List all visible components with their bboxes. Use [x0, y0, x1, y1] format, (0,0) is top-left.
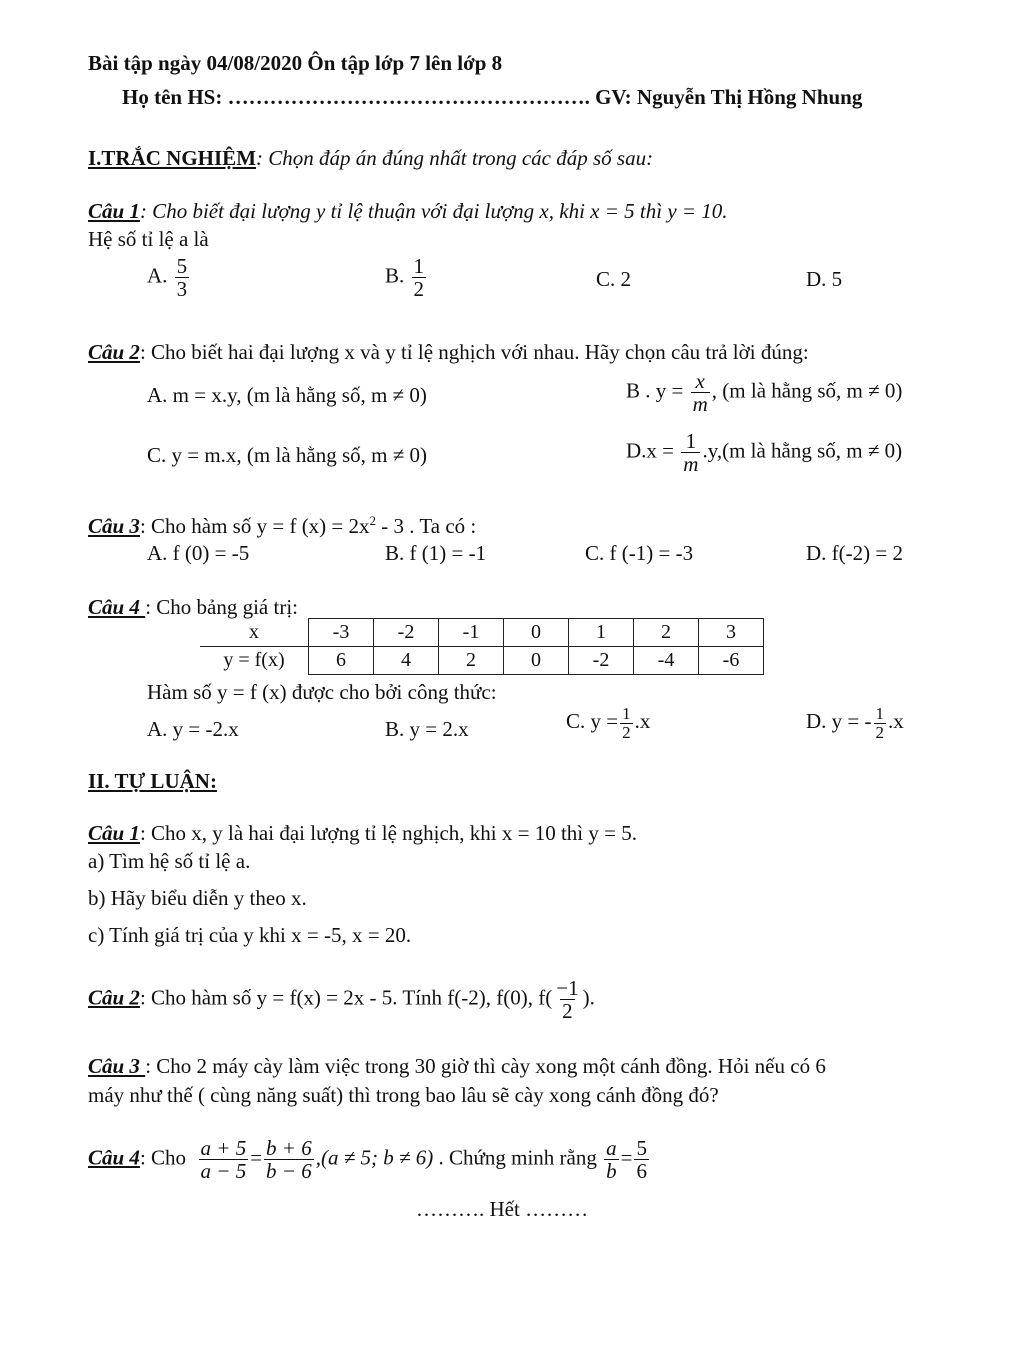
p1-q2-d-den: m: [683, 452, 699, 477]
p1-q2-b-den: m: [692, 392, 708, 417]
p1-q2-text: : Cho biết hai đại lượng x và y tỉ lệ nghịch với nhau. Hãy chọn câu trả lời đúng:: [139, 340, 809, 364]
p1-q2-b-fraction: [691, 370, 710, 415]
p1-q3-text-pre: : Cho hàm số y = f (x) = 2x: [139, 514, 370, 538]
p1-q1-b-den: 2: [413, 277, 425, 302]
p1-q1-b-fraction: [412, 255, 427, 300]
p1-q2-option-c: C. y = m.x, (m là hằng số, m ≠ 0): [147, 443, 428, 467]
p1-q4-option-c: [566, 705, 650, 742]
p2-q4-line: [88, 1137, 651, 1182]
p1-q1-a-den: 3: [176, 277, 188, 302]
p2-q2-label: Câu 2: [88, 985, 140, 1010]
student-name-line: Họ tên HS: ……………………………………………. GV: Nguyễn Thị Hồng Nhung: [122, 85, 863, 109]
p1-q4-label: Câu 4: [88, 595, 146, 619]
p1-q2-option-b: [626, 370, 902, 415]
p1-q4-d-prefix: D. y = -: [806, 709, 872, 734]
p2-q2-fraction: [554, 977, 580, 1022]
table-y-label: y = f(x): [200, 647, 309, 675]
p2-q4-f4-num: 5: [636, 1136, 647, 1160]
table-cell: 2: [634, 619, 699, 647]
p2-q3-label: Câu 3: [88, 1054, 146, 1078]
p1-q1-a-fraction: [175, 255, 190, 300]
p2-q4-prefix: : Cho: [139, 1145, 187, 1170]
p1-q3-option-b: B. f (1) = -1: [385, 541, 487, 565]
part1-instruction: : Chọn đáp án đúng nhất trong các đáp số sau:: [256, 146, 654, 170]
p1-q2-b-prefix: B . y =: [626, 378, 684, 403]
p2-q4-f3-den: b: [606, 1159, 617, 1184]
values-table: [200, 618, 764, 675]
p1-q4-after: Hàm số y = f (x) được cho bởi công thức:: [147, 680, 497, 704]
p2-q2-end: ).: [582, 985, 595, 1010]
table-cell: -1: [439, 619, 504, 647]
table-row-y: [200, 647, 764, 675]
p2-q1-label: Câu 1: [88, 821, 140, 845]
p2-q4-f4-den: 6: [636, 1159, 647, 1184]
p2-q4-condition: ,(a ≠ 5; b ≠ 6): [315, 1145, 434, 1170]
p2-q2-text: : Cho hàm số y = f(x) = 2x - 5. Tính f(-2), f(0), f(: [139, 985, 553, 1010]
p1-q1-a-num: 5: [176, 254, 188, 278]
p1-q3-option-d: D. f(-2) = 2: [806, 541, 903, 565]
p2-q4-fraction-3: [604, 1137, 619, 1182]
p1-q1-text: : Cho biết đại lượng y tỉ lệ thuận với đại lượng x, khi x = 5 thì y = 10.: [139, 199, 728, 223]
p1-q1-b-num: 1: [413, 254, 425, 278]
p1-q4-d-den: 2: [875, 722, 885, 742]
p1-q4-text: : Cho bảng giá trị:: [145, 595, 299, 619]
p2-q4-f2-num: b + 6: [266, 1136, 312, 1160]
table-cell: 2: [439, 647, 504, 675]
p1-q2-d-fraction: [681, 430, 700, 475]
table-row-x: [200, 619, 764, 647]
p1-q2-line: [88, 339, 809, 365]
p1-q2-option-a: A. m = x.y, (m là hằng số, m ≠ 0): [147, 383, 427, 407]
p1-q1-option-c: C. 2: [596, 267, 632, 291]
p1-q1-b-prefix: B.: [385, 263, 405, 288]
p2-q4-equals-2: =: [620, 1145, 633, 1170]
p1-q4-d-suffix: .x: [888, 709, 904, 734]
table-cell: 0: [504, 619, 569, 647]
p1-q4-line: [88, 594, 298, 620]
p1-q4-option-a: A. y = -2.x: [147, 717, 239, 741]
p2-q4-fraction-2: [264, 1137, 314, 1182]
p2-q4-f2-den: b − 6: [266, 1159, 312, 1184]
p2-q4-fraction-4: [634, 1137, 649, 1182]
p2-q3-text2: máy như thế ( cùng năng suất) thì trong bao lâu sẽ cày xong cánh đồng đó?: [88, 1083, 719, 1107]
p1-q3-option-c: C. f (-1) = -3: [585, 541, 694, 565]
p2-q1-a: a) Tìm hệ số tỉ lệ a.: [88, 849, 251, 873]
p1-q4-c-prefix: C. y =: [566, 709, 619, 734]
table-cell: 3: [699, 619, 764, 647]
p1-q1-option-d: D. 5: [806, 267, 843, 291]
p1-q3-line: [88, 513, 476, 539]
table-cell: -4: [634, 647, 699, 675]
p2-q4-fraction-1: [199, 1137, 249, 1182]
table-cell: -2: [374, 619, 439, 647]
p2-q1-c: c) Tính giá trị của y khi x = -5, x = 20.: [88, 923, 412, 947]
table-cell: -6: [699, 647, 764, 675]
part1-heading: I.TRẮC NGHIỆM: [88, 146, 257, 170]
p1-q4-c-den: 2: [622, 722, 631, 742]
p1-q4-c-fraction: [620, 705, 633, 742]
p1-q2-option-d: [626, 430, 902, 475]
p2-q2-num: −1: [556, 976, 579, 1000]
p2-q4-mid: . Chứng minh rằng: [433, 1145, 597, 1170]
p1-q4-d-fraction: [874, 705, 887, 742]
p1-q2-b-num: x: [695, 369, 705, 393]
p1-q2-b-suffix: , (m là hằng số, m ≠ 0): [711, 378, 903, 403]
p2-q1-b: b) Hãy biểu diễn y theo x.: [88, 886, 307, 910]
p1-q3-option-a: A. f (0) = -5: [147, 541, 250, 565]
p1-q2-d-num: 1: [685, 429, 697, 453]
p1-q1-a-prefix: A.: [147, 263, 168, 288]
p1-q4-option-b: B. y = 2.x: [385, 717, 469, 741]
table-cell: -3: [309, 619, 374, 647]
p2-q2-den: 2: [562, 999, 573, 1024]
p1-q4-option-d: [806, 705, 904, 742]
p2-q4-f3-num: a: [606, 1136, 617, 1160]
p1-q2-d-suffix: .y,(m là hằng số, m ≠ 0): [702, 438, 903, 463]
p1-q2-label: Câu 2: [88, 340, 140, 364]
p1-q1-text2: Hệ số tỉ lệ a là: [88, 227, 209, 251]
table-cell: 6: [309, 647, 374, 675]
footer-end: ………. Hết ………: [416, 1197, 589, 1221]
p2-q2-line: [88, 977, 595, 1022]
p1-q3-label: Câu 3: [88, 514, 140, 538]
p2-q3-line: [88, 1053, 826, 1079]
p2-q4-equals: =: [250, 1145, 263, 1170]
part1-heading-line: [88, 145, 653, 171]
part2-heading: II. TỰ LUẬN:: [88, 769, 217, 793]
table-cell: 4: [374, 647, 439, 675]
worksheet-title: Bài tập ngày 04/08/2020 Ôn tập lớp 7 lên lớp 8: [88, 51, 503, 75]
table-cell: 0: [504, 647, 569, 675]
p1-q3-text-post: - 3 . Ta có :: [376, 514, 477, 538]
p1-q1-option-a: [147, 255, 191, 300]
p2-q1-line: [88, 820, 637, 846]
p2-q4-f1-num: a + 5: [200, 1136, 247, 1160]
table-cell: 1: [569, 619, 634, 647]
p2-q4-f1-den: a − 5: [200, 1159, 247, 1184]
table-x-label: x: [200, 619, 309, 647]
p1-q3-exponent: 2: [369, 513, 377, 528]
p2-q1-text: : Cho x, y là hai đại lượng tỉ lệ nghịch, khi x = 10 thì y = 5.: [139, 821, 637, 845]
p1-q1-line: [88, 198, 728, 224]
p1-q4-d-num: 1: [875, 704, 885, 723]
p2-q4-label: Câu 4: [88, 1145, 140, 1170]
p1-q1-option-b: [385, 255, 428, 300]
p1-q1-label: Câu 1: [88, 199, 140, 223]
p1-q4-c-num: 1: [622, 704, 631, 723]
p1-q2-d-prefix: D.x =: [626, 438, 675, 463]
p2-q3-text: : Cho 2 máy cày làm việc trong 30 giờ thì cày xong một cánh đồng. Hỏi nếu có 6: [145, 1054, 826, 1078]
p1-q4-c-suffix: .x: [634, 709, 651, 734]
table-cell: -2: [569, 647, 634, 675]
